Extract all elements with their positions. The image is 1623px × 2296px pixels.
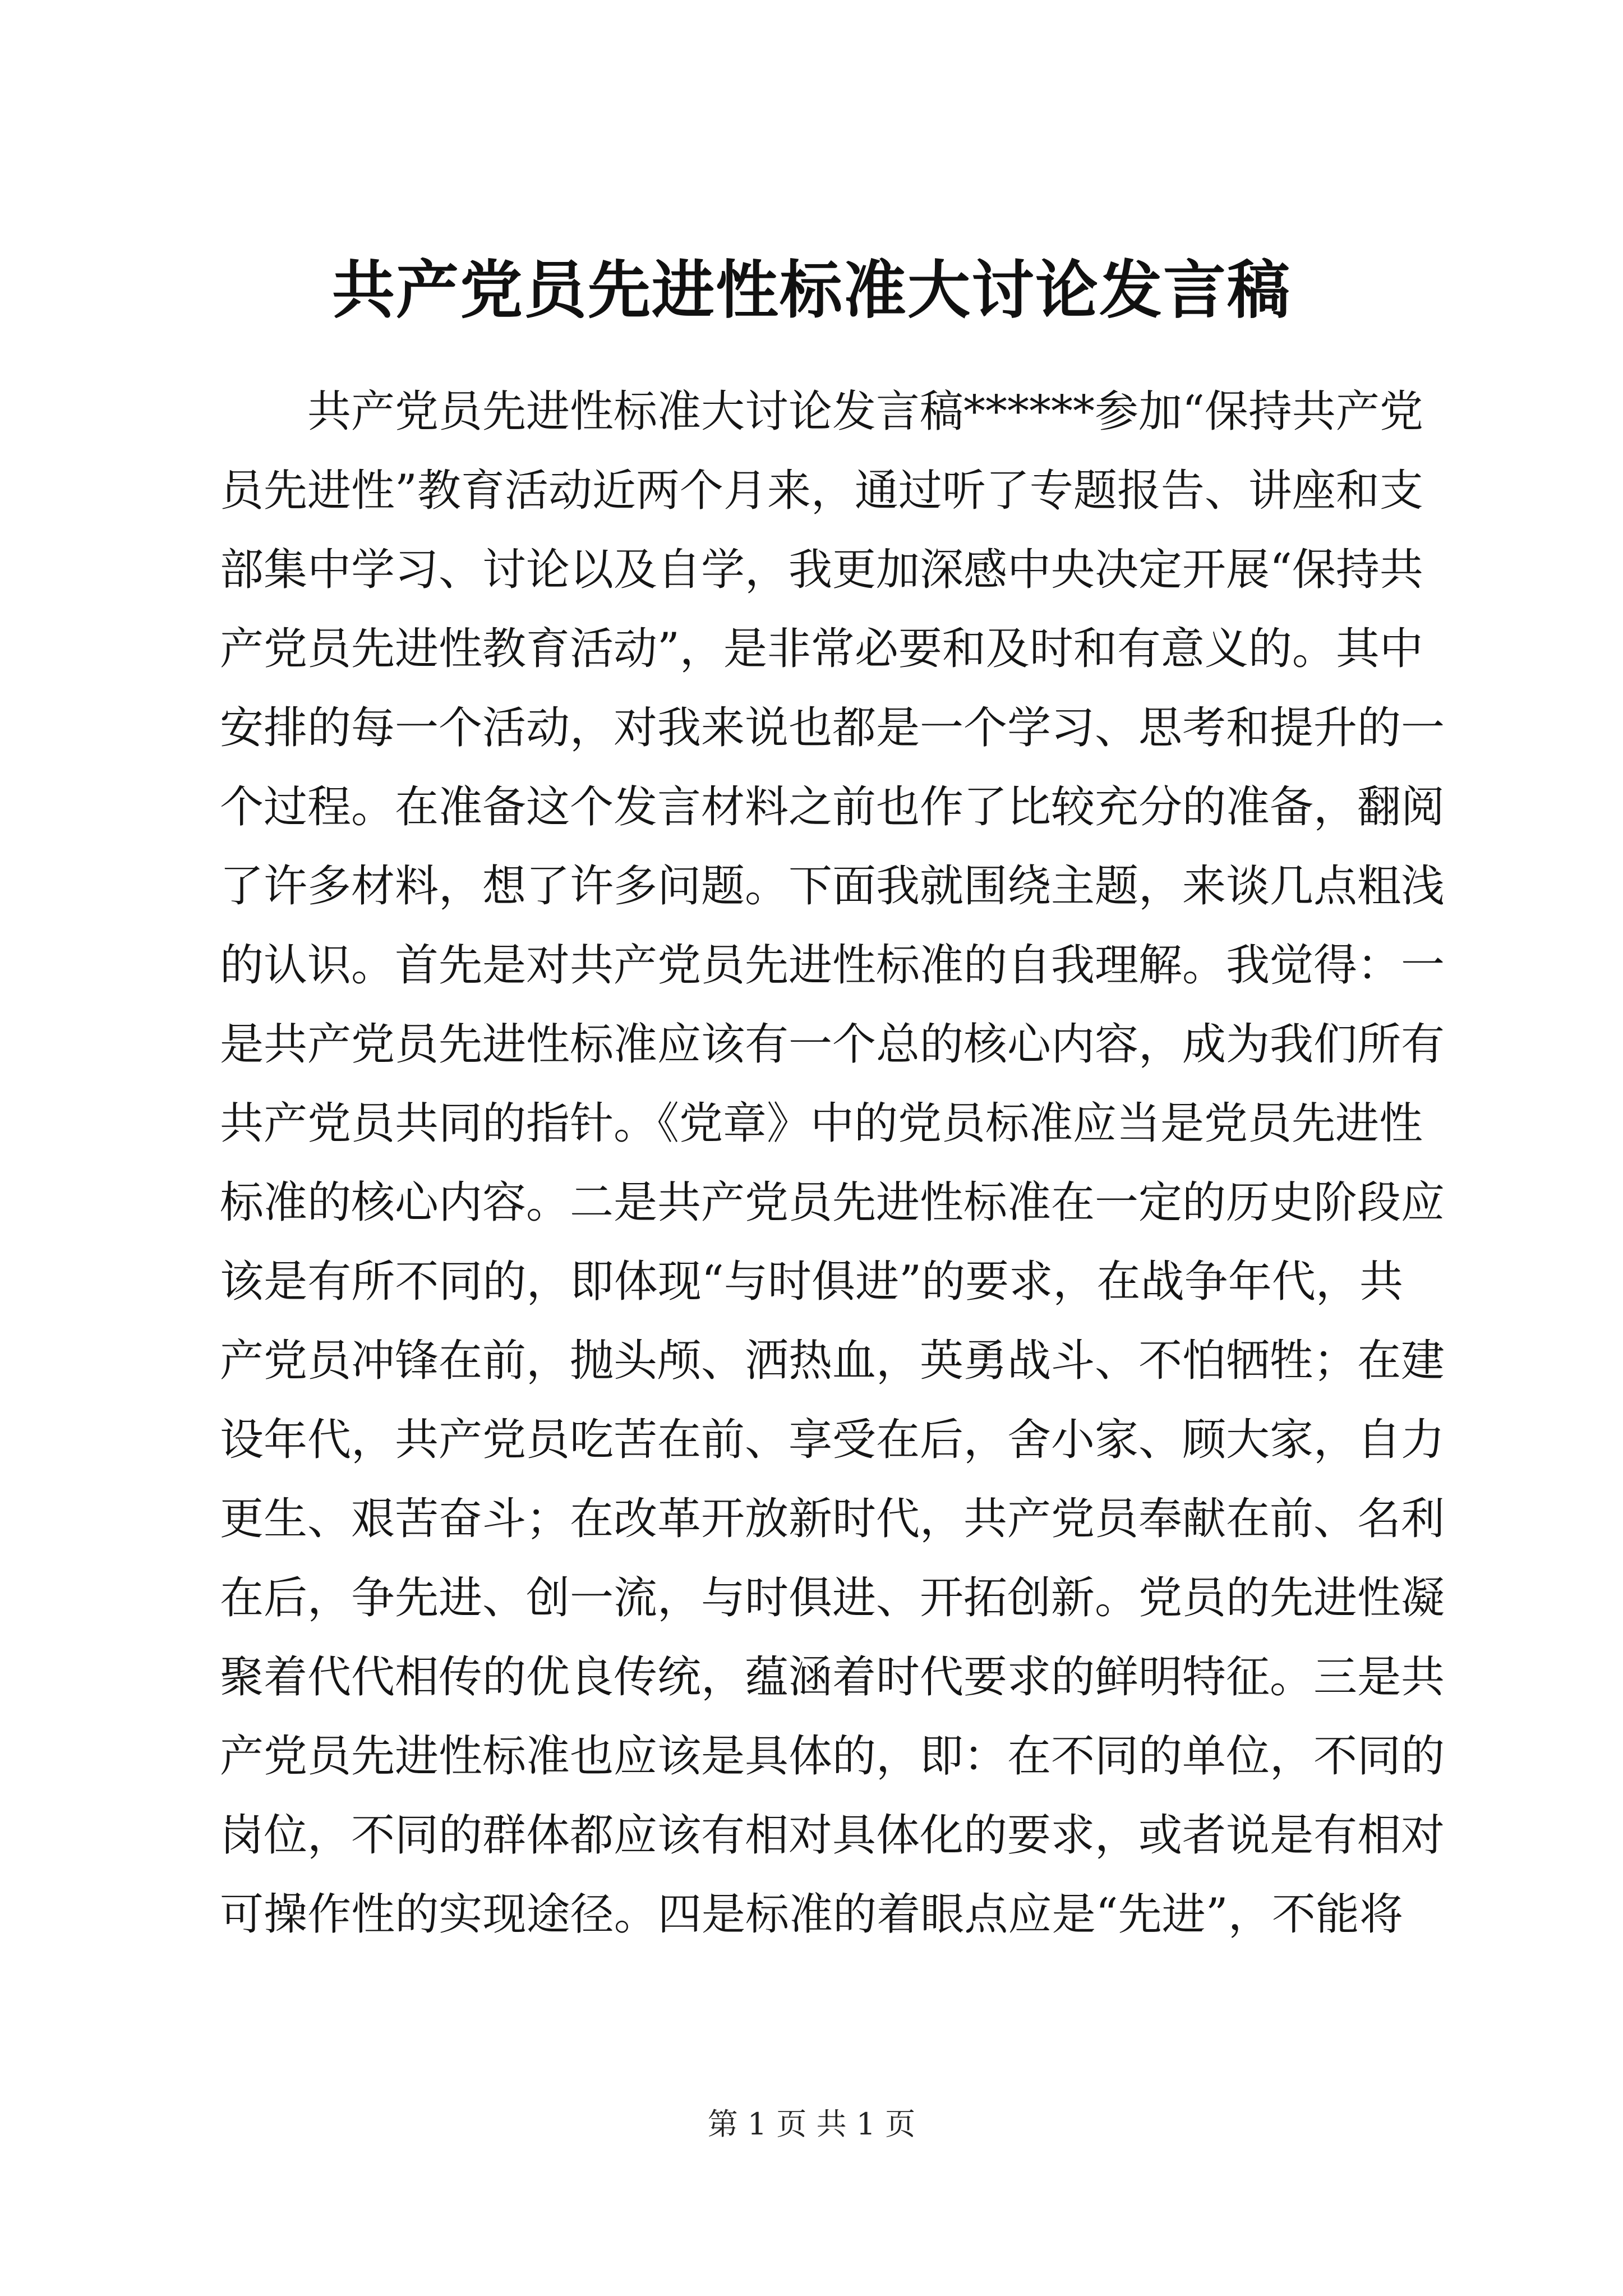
body-line: 产党员先进性标准也应该是具体的，即：在不同的单位，不同的: [220, 1731, 1445, 1782]
body-line: 岗位，不同的群体都应该有相对具体化的要求，或者说是有相对: [220, 1810, 1445, 1861]
page-footer: 第 1 页 共 1 页: [707, 2106, 916, 2142]
body-line: 更生、艰苦奋斗；在改革开放新时代，共产党员奉献在前、名利: [220, 1494, 1445, 1544]
document-body: [220, 372, 1445, 1954]
body-line: 是共产党员先进性标准应该有一个总的核心内容，成为我们所有: [220, 1019, 1445, 1070]
body-line: 共产党员先进性标准大讨论发言稿******参加“保持共产党: [307, 386, 1423, 437]
body-line: 个过程。在准备这个发言材料之前也作了比较充分的准备，翻阅: [220, 782, 1445, 832]
body-line: 员先进性”教育活动近两个月来，通过听了专题报告、讲座和支: [220, 466, 1423, 516]
body-line: 产党员冲锋在前，抛头颅、洒热血，英勇战斗、不怕牺牲；在建: [220, 1336, 1445, 1386]
body-line: 共产党员共同的指针。《党章》中的党员标准应当是党员先进性: [220, 1098, 1423, 1149]
body-line: 安排的每一个活动，对我来说也都是一个学习、思考和提升的一: [220, 703, 1445, 753]
body-line: 在后，争先进、创一流，与时俱进、开拓创新。党员的先进性凝: [220, 1573, 1445, 1623]
body-line: 设年代，共产党员吃苦在前、享受在后，舍小家、顾大家，自力: [220, 1415, 1445, 1465]
body-line: 产党员先进性教育活动”，是非常必要和及时和有意义的。其中: [220, 624, 1423, 674]
body-line: 部集中学习、讨论以及自学，我更加深感中央决定开展“保持共: [220, 545, 1423, 595]
body-line: 标准的核心内容。二是共产党员先进性标准在一定的历史阶段应: [220, 1177, 1445, 1228]
body-line: 了许多材料，想了许多问题。下面我就围绕主题，来谈几点粗浅: [220, 861, 1445, 912]
body-line: 可操作性的实现途径。四是标准的着眼点应是“先进”，不能将: [220, 1889, 1403, 1940]
body-line: 的认识。首先是对共产党员先进性标准的自我理解。我觉得：一: [220, 940, 1445, 991]
body-line: 聚着代代相传的优良传统，蕴涵着时代要求的鲜明特征。三是共: [220, 1652, 1445, 1703]
body-line: 该是有所不同的，即体现“与时俱进”的要求，在战争年代，共: [220, 1257, 1403, 1307]
document-title: 共产党员先进性标准大讨论发言稿: [332, 254, 1291, 327]
